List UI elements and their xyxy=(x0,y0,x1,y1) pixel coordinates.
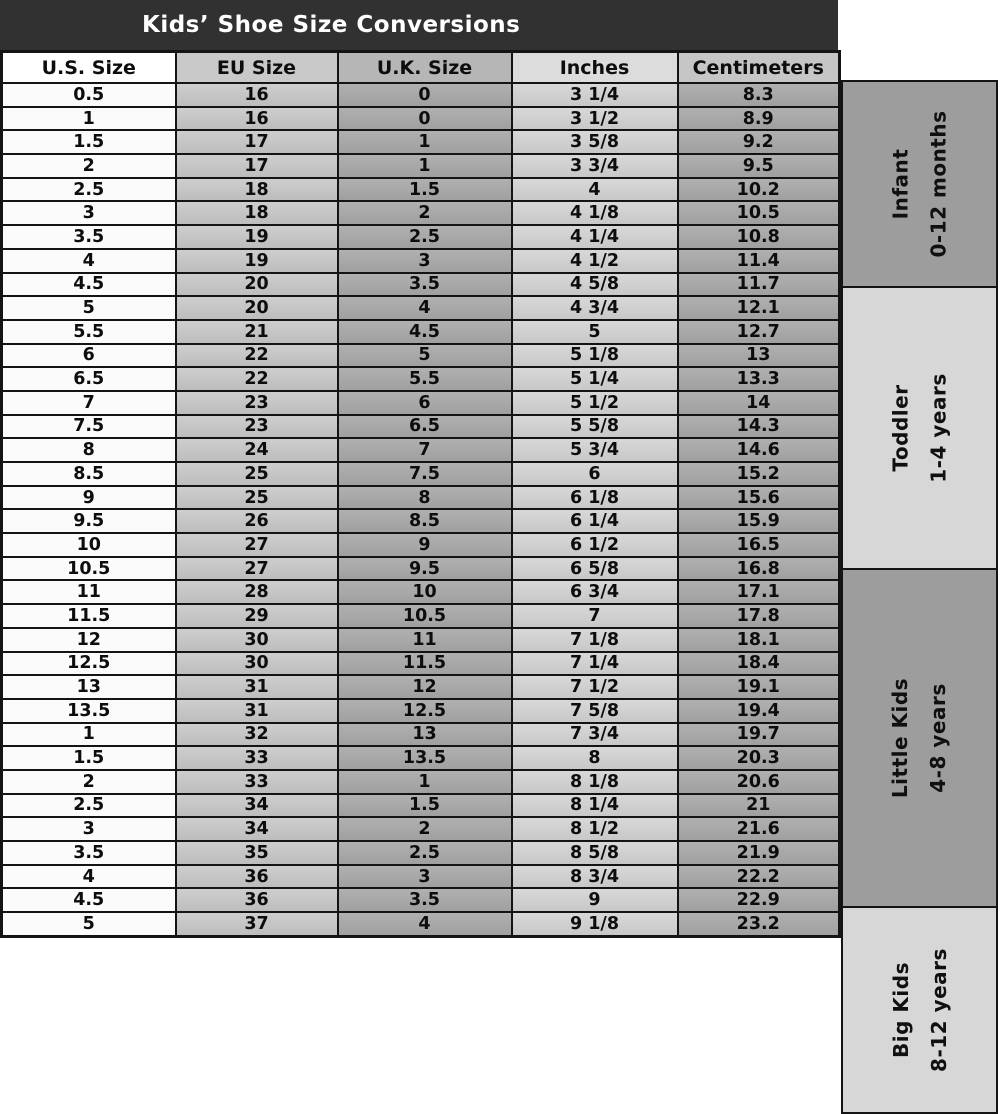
table-cell: 12 xyxy=(338,675,512,699)
table-cell: 13 xyxy=(2,675,176,699)
table-cell: 3 xyxy=(338,865,512,889)
column-header-u-s-size: U.S. Size xyxy=(2,52,176,84)
table-cell: 5 5/8 xyxy=(512,415,678,439)
table-header-row xyxy=(2,52,840,84)
table-cell: 21 xyxy=(678,794,840,818)
table-cell: 30 xyxy=(176,628,338,652)
table-cell: 5 xyxy=(512,320,678,344)
table-cell: 6.5 xyxy=(2,367,176,391)
table-cell: 25 xyxy=(176,486,338,510)
table-cell: 7 xyxy=(2,391,176,415)
table-cell: 20 xyxy=(176,296,338,320)
table-cell: 1 xyxy=(2,107,176,131)
table-cell: 9.2 xyxy=(678,130,840,154)
table-row xyxy=(2,865,840,889)
table-row xyxy=(2,746,840,770)
table-cell: 10 xyxy=(338,580,512,604)
table-cell: 6.5 xyxy=(338,415,512,439)
table-cell: 29 xyxy=(176,604,338,628)
table-cell: 2 xyxy=(2,770,176,794)
table-cell: 3.5 xyxy=(338,888,512,912)
conversion-table xyxy=(0,50,841,938)
table-cell: 11 xyxy=(2,580,176,604)
table-cell: 2 xyxy=(338,201,512,225)
table-cell: 8 xyxy=(2,438,176,462)
table-cell: 4 5/8 xyxy=(512,273,678,297)
table-cell: 19 xyxy=(176,249,338,273)
table-cell: 7 1/2 xyxy=(512,675,678,699)
table-cell: 9.5 xyxy=(2,509,176,533)
table-cell: 12.1 xyxy=(678,296,840,320)
age-group-infant xyxy=(841,80,998,288)
table-cell: 32 xyxy=(176,723,338,747)
table-cell: 3 1/2 xyxy=(512,107,678,131)
table-cell: 2.5 xyxy=(338,841,512,865)
table-cell: 9 1/8 xyxy=(512,912,678,936)
table-cell: 12 xyxy=(2,628,176,652)
table-cell: 10.8 xyxy=(678,225,840,249)
table-cell: 33 xyxy=(176,746,338,770)
table-cell: 25 xyxy=(176,462,338,486)
table-cell: 10 xyxy=(2,533,176,557)
table-cell: 7 1/8 xyxy=(512,628,678,652)
table-cell: 5 1/8 xyxy=(512,344,678,368)
table-cell: 19.4 xyxy=(678,699,840,723)
table-row xyxy=(2,296,840,320)
table-row xyxy=(2,367,840,391)
table-cell: 3 xyxy=(338,249,512,273)
table-cell: 17.1 xyxy=(678,580,840,604)
table-cell: 21.6 xyxy=(678,817,840,841)
column-header-u-k-size: U.K. Size xyxy=(338,52,512,84)
table-cell: 20.3 xyxy=(678,746,840,770)
title-bar xyxy=(0,0,838,50)
table-cell: 2.5 xyxy=(2,794,176,818)
age-group-range: 1-4 years xyxy=(926,373,951,483)
table-row xyxy=(2,580,840,604)
table-cell: 37 xyxy=(176,912,338,936)
table-cell: 6 xyxy=(512,462,678,486)
table-cell: 31 xyxy=(176,699,338,723)
table-cell: 5.5 xyxy=(2,320,176,344)
table-cell: 6 1/8 xyxy=(512,486,678,510)
table-cell: 3.5 xyxy=(338,273,512,297)
table-cell: 5 1/4 xyxy=(512,367,678,391)
age-group-label: Big Kids xyxy=(888,962,913,1058)
table-cell: 16.5 xyxy=(678,533,840,557)
table-cell: 10.2 xyxy=(678,178,840,202)
table-cell: 1.5 xyxy=(2,130,176,154)
table-row xyxy=(2,675,840,699)
table-cell: 5 xyxy=(2,912,176,936)
table-row xyxy=(2,273,840,297)
table-cell: 18 xyxy=(176,178,338,202)
table-cell: 8 5/8 xyxy=(512,841,678,865)
table-cell: 1 xyxy=(338,154,512,178)
table-cell: 22.9 xyxy=(678,888,840,912)
table-cell: 13 xyxy=(678,344,840,368)
table-cell: 11.4 xyxy=(678,249,840,273)
table-cell: 6 3/4 xyxy=(512,580,678,604)
age-group-label: Infant xyxy=(888,148,913,220)
table-cell: 19.7 xyxy=(678,723,840,747)
table-row xyxy=(2,462,840,486)
table-cell: 8.5 xyxy=(2,462,176,486)
table-cell: 9.5 xyxy=(338,557,512,581)
table-row xyxy=(2,841,840,865)
table-cell: 13.5 xyxy=(2,699,176,723)
table-cell: 3.5 xyxy=(2,841,176,865)
table-cell: 27 xyxy=(176,557,338,581)
table-cell: 22 xyxy=(176,367,338,391)
age-group-label: Toddler xyxy=(888,384,913,472)
table-cell: 21 xyxy=(176,320,338,344)
table-row xyxy=(2,178,840,202)
table-cell: 3 xyxy=(2,201,176,225)
table-cell: 7 3/4 xyxy=(512,723,678,747)
table-cell: 18.1 xyxy=(678,628,840,652)
table-cell: 6 1/2 xyxy=(512,533,678,557)
table-cell: 1.5 xyxy=(338,794,512,818)
table-cell: 4 1/2 xyxy=(512,249,678,273)
table-cell: 10.5 xyxy=(338,604,512,628)
table-cell: 0 xyxy=(338,83,512,107)
column-header-centimeters: Centimeters xyxy=(678,52,840,84)
table-cell: 1 xyxy=(338,770,512,794)
table-cell: 2 xyxy=(2,154,176,178)
table-cell: 17 xyxy=(176,130,338,154)
table-row xyxy=(2,817,840,841)
age-group-range: 4-8 years xyxy=(926,683,951,793)
table-row xyxy=(2,107,840,131)
table-cell: 35 xyxy=(176,841,338,865)
table-cell: 4 xyxy=(512,178,678,202)
table-cell: 12.7 xyxy=(678,320,840,344)
table-cell: 14.3 xyxy=(678,415,840,439)
age-group-big-kids xyxy=(841,906,998,1114)
table-cell: 2.5 xyxy=(338,225,512,249)
table-row xyxy=(2,438,840,462)
table-cell: 19 xyxy=(176,225,338,249)
table-row xyxy=(2,391,840,415)
table-cell: 8 1/4 xyxy=(512,794,678,818)
table-cell: 8.3 xyxy=(678,83,840,107)
table-cell: 1 xyxy=(2,723,176,747)
table-cell: 7 5/8 xyxy=(512,699,678,723)
table-cell: 31 xyxy=(176,675,338,699)
column-header-eu-size: EU Size xyxy=(176,52,338,84)
table-cell: 15.2 xyxy=(678,462,840,486)
age-group-range: 0-12 months xyxy=(926,110,951,258)
table-row xyxy=(2,652,840,676)
age-group-range: 8-12 years xyxy=(926,948,951,1072)
table-row xyxy=(2,509,840,533)
table-cell: 5.5 xyxy=(338,367,512,391)
table-cell: 11.5 xyxy=(2,604,176,628)
age-group-rotated-text xyxy=(881,948,957,1072)
page-title: Kids’ Shoe Size Conversions xyxy=(142,12,521,38)
table-cell: 5 3/4 xyxy=(512,438,678,462)
table-cell: 4 xyxy=(2,249,176,273)
table-cell: 6 xyxy=(338,391,512,415)
table-cell: 10.5 xyxy=(2,557,176,581)
table-cell: 10.5 xyxy=(678,201,840,225)
table-cell: 23 xyxy=(176,391,338,415)
table-cell: 8 xyxy=(338,486,512,510)
table-cell: 9 xyxy=(2,486,176,510)
table-row xyxy=(2,225,840,249)
table-cell: 17.8 xyxy=(678,604,840,628)
table-cell: 4.5 xyxy=(2,273,176,297)
table-row xyxy=(2,320,840,344)
table-cell: 3 3/4 xyxy=(512,154,678,178)
table-row xyxy=(2,794,840,818)
age-group-rotated-text xyxy=(882,678,958,798)
table-cell: 3 5/8 xyxy=(512,130,678,154)
table-cell: 7 xyxy=(512,604,678,628)
age-group-little-kids xyxy=(841,568,998,908)
table-cell: 4.5 xyxy=(2,888,176,912)
table-cell: 1 xyxy=(338,130,512,154)
table-row xyxy=(2,486,840,510)
table-cell: 4 xyxy=(338,912,512,936)
age-group-toddler xyxy=(841,286,998,570)
table-cell: 5 xyxy=(2,296,176,320)
column-header-inches: Inches xyxy=(512,52,678,84)
table-row xyxy=(2,723,840,747)
table-cell: 28 xyxy=(176,580,338,604)
table-cell: 18 xyxy=(176,201,338,225)
table-cell: 22.2 xyxy=(678,865,840,889)
table-row xyxy=(2,533,840,557)
table-cell: 4 1/4 xyxy=(512,225,678,249)
table-row xyxy=(2,83,840,107)
table-cell: 1.5 xyxy=(338,178,512,202)
table-cell: 7.5 xyxy=(338,462,512,486)
table-cell: 16 xyxy=(176,83,338,107)
table-row xyxy=(2,249,840,273)
table-cell: 8 3/4 xyxy=(512,865,678,889)
table-cell: 16.8 xyxy=(678,557,840,581)
table-cell: 4 xyxy=(2,865,176,889)
table-cell: 2 xyxy=(338,817,512,841)
table-cell: 3 xyxy=(2,817,176,841)
table-cell: 0.5 xyxy=(2,83,176,107)
table-row xyxy=(2,770,840,794)
table-cell: 7 1/4 xyxy=(512,652,678,676)
table-cell: 1.5 xyxy=(2,746,176,770)
table-row xyxy=(2,415,840,439)
table-cell: 6 5/8 xyxy=(512,557,678,581)
table-cell: 5 xyxy=(338,344,512,368)
table-cell: 8.5 xyxy=(338,509,512,533)
table-cell: 12.5 xyxy=(2,652,176,676)
table-cell: 7 xyxy=(338,438,512,462)
table-cell: 9 xyxy=(512,888,678,912)
age-group-label: Little Kids xyxy=(888,677,913,799)
table-cell: 27 xyxy=(176,533,338,557)
table-cell: 6 xyxy=(2,344,176,368)
table-cell: 26 xyxy=(176,509,338,533)
table-cell: 19.1 xyxy=(678,675,840,699)
table-cell: 24 xyxy=(176,438,338,462)
table-cell: 11 xyxy=(338,628,512,652)
table-cell: 4 xyxy=(338,296,512,320)
table-row xyxy=(2,699,840,723)
table-cell: 11.7 xyxy=(678,273,840,297)
table-cell: 15.9 xyxy=(678,509,840,533)
table-cell: 5 1/2 xyxy=(512,391,678,415)
table-row xyxy=(2,888,840,912)
table-cell: 0 xyxy=(338,107,512,131)
table-cell: 36 xyxy=(176,865,338,889)
table-cell: 15.6 xyxy=(678,486,840,510)
table-cell: 34 xyxy=(176,817,338,841)
table-cell: 14 xyxy=(678,391,840,415)
table-cell: 20.6 xyxy=(678,770,840,794)
table-cell: 23.2 xyxy=(678,912,840,936)
table-cell: 13 xyxy=(338,723,512,747)
table-cell: 2.5 xyxy=(2,178,176,202)
table-cell: 21.9 xyxy=(678,841,840,865)
table-cell: 7.5 xyxy=(2,415,176,439)
table-cell: 6 1/4 xyxy=(512,509,678,533)
table-cell: 8 1/8 xyxy=(512,770,678,794)
table-cell: 13.3 xyxy=(678,367,840,391)
table-cell: 22 xyxy=(176,344,338,368)
age-group-rotated-text xyxy=(881,110,957,257)
table-cell: 8.9 xyxy=(678,107,840,131)
table-cell: 30 xyxy=(176,652,338,676)
table-cell: 4.5 xyxy=(338,320,512,344)
table-cell: 20 xyxy=(176,273,338,297)
table-cell: 34 xyxy=(176,794,338,818)
table-row xyxy=(2,201,840,225)
table-cell: 17 xyxy=(176,154,338,178)
table-cell: 4 3/4 xyxy=(512,296,678,320)
table-cell: 23 xyxy=(176,415,338,439)
table-cell: 8 xyxy=(512,746,678,770)
table-row xyxy=(2,912,840,936)
age-group-rotated-text xyxy=(882,373,958,482)
table-cell: 18.4 xyxy=(678,652,840,676)
table-row xyxy=(2,604,840,628)
table-row xyxy=(2,154,840,178)
table-cell: 16 xyxy=(176,107,338,131)
table-cell: 3.5 xyxy=(2,225,176,249)
table-cell: 11.5 xyxy=(338,652,512,676)
table-cell: 8 1/2 xyxy=(512,817,678,841)
table-cell: 33 xyxy=(176,770,338,794)
table-cell: 14.6 xyxy=(678,438,840,462)
table-row xyxy=(2,130,840,154)
table-cell: 9 xyxy=(338,533,512,557)
table-cell: 36 xyxy=(176,888,338,912)
table-row xyxy=(2,628,840,652)
table-cell: 3 1/4 xyxy=(512,83,678,107)
table-cell: 12.5 xyxy=(338,699,512,723)
table-cell: 4 1/8 xyxy=(512,201,678,225)
table-cell: 13.5 xyxy=(338,746,512,770)
table-row xyxy=(2,344,840,368)
table-cell: 9.5 xyxy=(678,154,840,178)
table-row xyxy=(2,557,840,581)
